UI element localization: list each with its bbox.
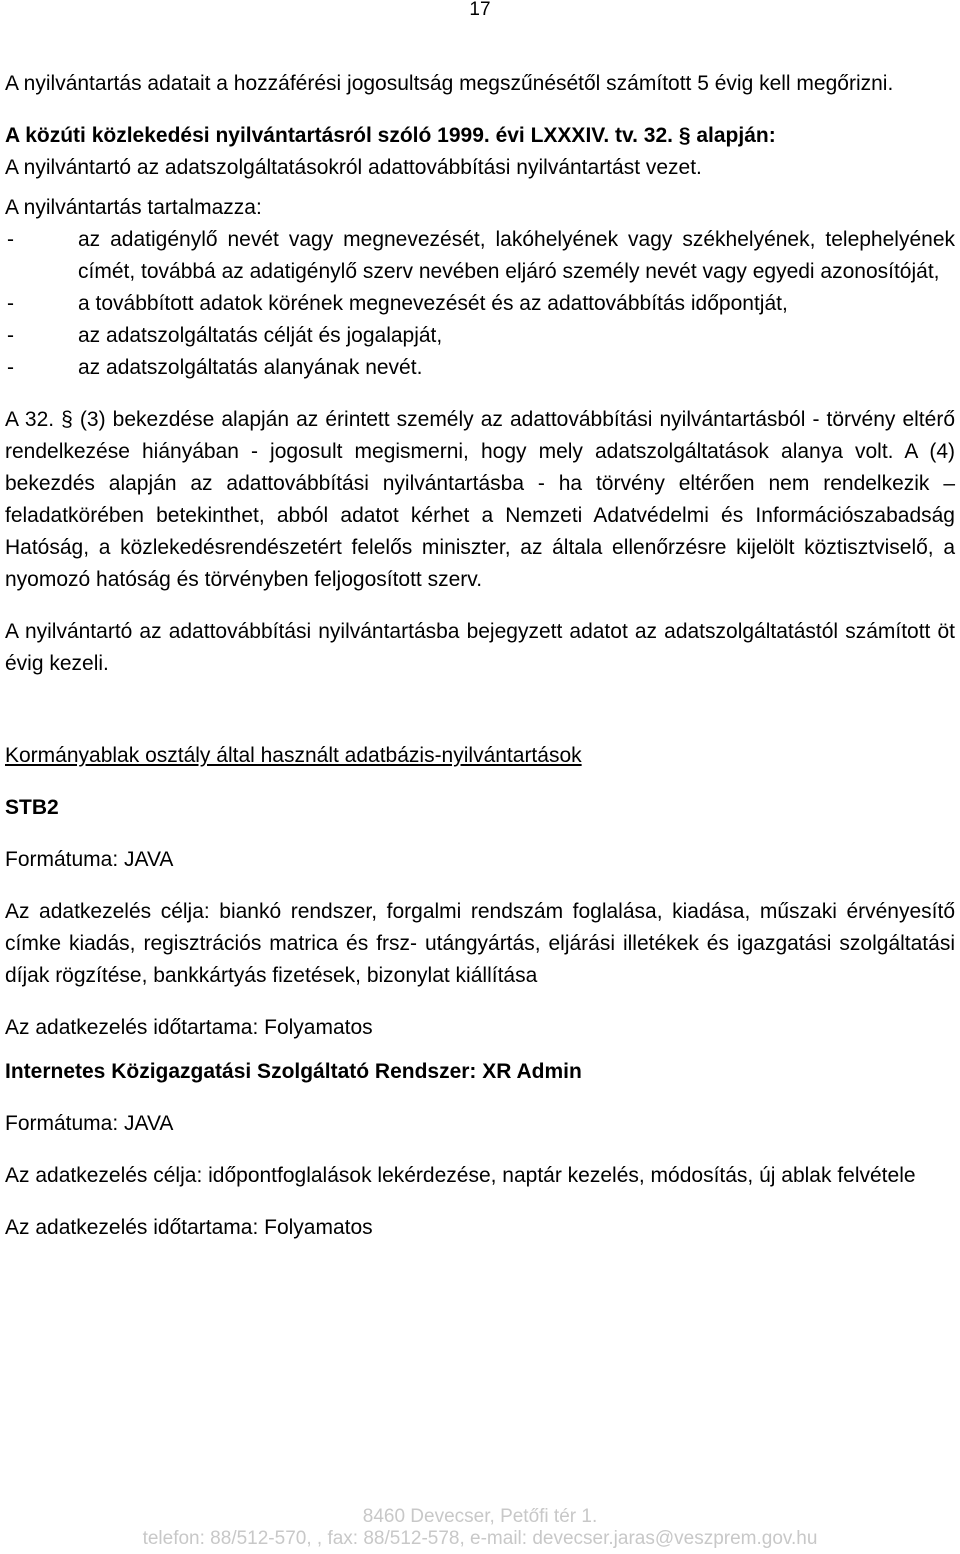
- page-number: 17: [469, 0, 491, 20]
- list-item: [5, 320, 955, 352]
- system-name: STB2: [5, 796, 59, 819]
- list-item: [5, 352, 955, 384]
- system-purpose: Az adatkezelés célja: biankó rendszer, forgalmi rendszám foglalása, kiadása, műszaki érvényesítő címke kiadás, regisztrációs matrica és frsz- utángyártás, eljárási illetékek és igazgatási szolgáltatási díjak rögzítése, bankkártyás fizetések, bizonylat kiállítása: [5, 900, 955, 987]
- list-item: [5, 288, 955, 320]
- dash-bullet: -: [7, 324, 14, 347]
- list-item-text: az adatszolgáltatás alanyának nevét.: [78, 356, 423, 379]
- system-name: Internetes Közigazgatási Szolgáltató Rendszer: XR Admin: [5, 1060, 582, 1083]
- register-paragraph: A nyilvántartó az adatszolgáltatásokról adattovábbítási nyilvántartást vezet.: [5, 156, 702, 179]
- list-item: [5, 224, 955, 288]
- document-body: [5, 68, 955, 1244]
- list-item-text: az adatszolgáltatás célját és jogalapját,: [78, 324, 443, 347]
- system-duration: Az adatkezelés időtartama: Folyamatos: [5, 1016, 373, 1039]
- list-item-text: a továbbított adatok körének megnevezését és az adattovábbítás időpontját,: [78, 292, 788, 315]
- system-format: Formátuma: JAVA: [5, 848, 174, 871]
- system-format: Formátuma: JAVA: [5, 1112, 174, 1135]
- dash-bullet: -: [7, 292, 14, 315]
- retention-period-paragraph: A nyilvántartó az adattovábbítási nyilvántartásba bejegyzett adatot az adatszolgáltatástól számított öt évig kezeli.: [5, 620, 955, 675]
- system-purpose: Az adatkezelés célja: időpontfoglalások lekérdezése, naptár kezelés, módosítás, új ablak felvétele: [5, 1164, 916, 1187]
- dash-bullet: -: [7, 356, 14, 379]
- law-heading: A közúti közlekedési nyilvántartásról szóló 1999. évi LXXXIV. tv. 32. § alapján:: [5, 124, 776, 147]
- access-rights-paragraph: A 32. § (3) bekezdése alapján az érintett személy az adattovábbítási nyilvántartásból - törvény eltérő rendelkezése hiányában - jogosult megismerni, hogy mely adatszolgáltatások alanya volt. A (4) bekezdés alapján az adattovábbítási nyilvántartásba - ha törvény eltérően nem rendelkezik – feladatkörében betekinthet, abból adatot kérhet a Nemzeti Adatvédelmi és Információszabadság Hatóság, a közlekedésrendészetért felelős miniszter, az általa ellenőrzésre kijelölt köztisztviselő, a nyomozó hatóság és törvényben feljogosított szerv.: [5, 408, 955, 591]
- retention-paragraph: A nyilvántartás adatait a hozzáférési jogosultság megszűnésétől számított 5 évig kell megőrizni.: [5, 72, 894, 95]
- list-intro: A nyilvántartás tartalmazza:: [5, 196, 262, 219]
- footer-address: 8460 Devecser, Petőfi tér 1.: [362, 1506, 598, 1527]
- register-contents-list: [5, 224, 955, 384]
- list-item-text: az adatigénylő nevét vagy megnevezését, lakóhelyének vagy székhelyének, telephelyének címét, továbbá az adatigénylő szerv nevében eljáró személy nevét vagy egyedi azonosítóját,: [78, 228, 955, 283]
- system-duration: Az adatkezelés időtartama: Folyamatos: [5, 1216, 373, 1239]
- section-heading: Kormányablak osztály által használt adatbázis-nyilvántartások: [5, 744, 582, 767]
- footer-contact: telefon: 88/512-570, , fax: 88/512-578, e-mail: devecser.jaras@veszprem.gov.hu: [142, 1528, 818, 1549]
- dash-bullet: -: [7, 228, 14, 251]
